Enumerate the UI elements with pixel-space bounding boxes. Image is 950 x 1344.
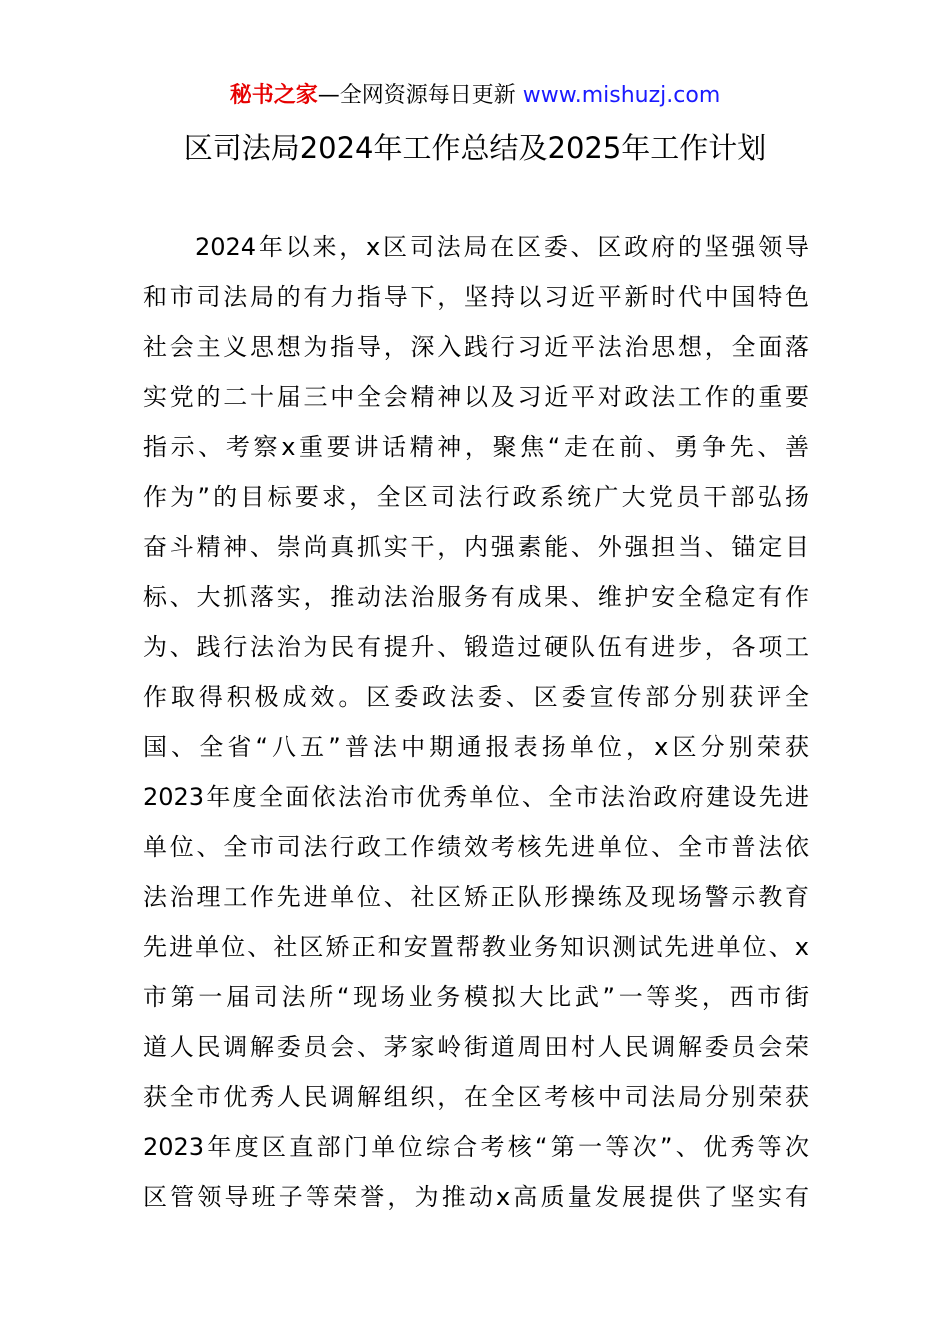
- paragraph-line: 2023年度区直部门单位综合考核“第一等次”、优秀等次: [143, 1133, 809, 1161]
- paragraph-line: 标、大抓落实，推动法治服务有成果、维护安全稳定有作: [143, 583, 809, 611]
- paragraph-line: 2023年度全面依法治市优秀单位、全市法治政府建设先进: [143, 783, 809, 811]
- paragraph-line: 实党的二十届三中全会精神以及习近平对政法工作的重要: [143, 383, 809, 411]
- paragraph-line: 作为”的目标要求，全区司法行政系统广大党员干部弘扬: [143, 483, 809, 511]
- paragraph-line: 法治理工作先进单位、社区矫正队形操练及现场警示教育: [143, 883, 809, 911]
- site-brand: 秘书之家: [229, 83, 318, 108]
- paragraph-line: 获全市优秀人民调解组织，在全区考核中司法局分别荣获: [143, 1083, 809, 1111]
- paragraph-line: 奋斗精神、崇尚真抓实干，内强素能、外强担当、锚定目: [143, 533, 809, 561]
- paragraph-line: 作取得积极成效。区委政法委、区委宣传部分别获评全: [143, 683, 809, 711]
- paragraph-line: 市第一届司法所“现场业务模拟大比武”一等奖，西市街: [143, 983, 809, 1011]
- paragraph-line: 指示、考察x重要讲话精神，聚焦“走在前、勇争先、善: [143, 433, 809, 461]
- site-header: [0, 80, 950, 112]
- paragraph-line: 单位、全市司法行政工作绩效考核先进单位、全市普法依: [143, 833, 809, 861]
- paragraph-line: 为、践行法治为民有提升、锻造过硬队伍有进步，各项工: [143, 633, 809, 661]
- document-body: [143, 228, 809, 1228]
- paragraph-line: 2024年以来，x区司法局在区委、区政府的坚强领导: [195, 233, 809, 261]
- site-url-link[interactable]: www.mishuzj.com: [522, 83, 721, 108]
- paragraph-line: 社会主义思想为指导，深入践行习近平法治思想，全面落: [143, 333, 809, 361]
- header-tagline: —全网资源每日更新: [317, 83, 523, 108]
- paragraph-line: 先进单位、社区矫正和安置帮教业务知识测试先进单位、x: [143, 933, 809, 961]
- paragraph-line: 和市司法局的有力指导下，坚持以习近平新时代中国特色: [143, 283, 809, 311]
- document-title: 区司法局2024年工作总结及2025年工作计划: [183, 131, 767, 165]
- paragraph-line: 国、全省“八五”普法中期通报表扬单位，x区分别荣获: [143, 733, 809, 761]
- paragraph-line: 道人民调解委员会、茅家岭街道周田村人民调解委员会荣: [143, 1033, 809, 1061]
- paragraph-line: 区管领导班子等荣誉，为推动x高质量发展提供了坚实有: [143, 1183, 809, 1211]
